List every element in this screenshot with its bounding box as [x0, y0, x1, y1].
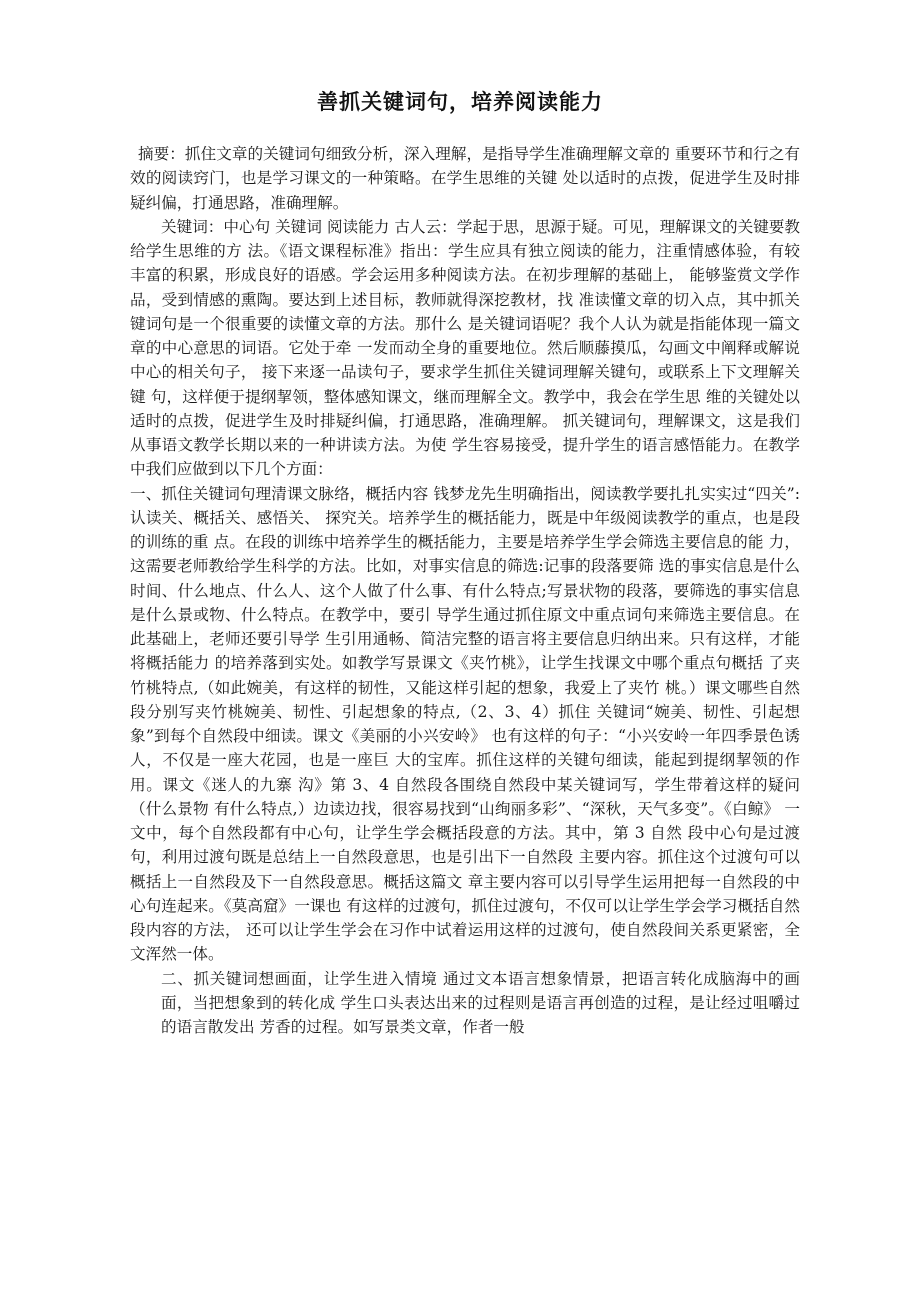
section-1-paragraph: 一、抓住关键词句理清课文脉络，概括内容 钱梦龙先生明确指出，阅读教学要扎扎实实过“四关”:认读关、概括关、感悟关、 探究关。培养学生的概括能力，既是中年级阅读教学的重点，也是段的训练的重 点。在段的训练中培养学生的概括能力，主要是培养学生学会筛选主要信息的能 力，这需要老师教给学生科学的方法。比如，对事实信息的筛选:记事的段落要筛 选的事实信息是什么时间、什么地点、什么人、这个人做了什么事、有什么特点;写景状物的段落，要筛选的事实信息是什么景或物、什么特点。在教学中，要引 导学生通过抓住原文中重点词句来筛选主要信息。在此基础上，老师还要引导学 生引用通畅、简洁完整的语言将主要信息归纳出来。只有这样，才能将概括能力 的培养落到实处。如教学写景课文《夹竹桃》，让学生找课文中哪个重点句概括 了夹竹桃特点,（如此婉美，有这样的韧性，又能这样引起的想象，我爱上了夹竹 桃。）课文哪些自然段分别写夹竹桃婉美、韧性、引起想象的特点,（2、3、4）抓住 关键词“婉美、韧性、引起想象”到每个自然段中细读。课文《美丽的小兴安岭》 也有这样的句子：“小兴安岭一年四季景色诱人，不仅是一座大花园，也是一座巨 大的宝库。抓住这样的关键句细读，能起到提纲挈领的作用。课文《迷人的九寨 沟》第 3、4 自然段各围绕自然段中某关键词写，学生带着这样的疑问（什么景物 有什么特点,）边读边找，很容易找到“山绚丽多彩”、“深秋，天气多变”。《白鲸》 一文中，每个自然段都有中心句，让学生学会概括段意的方法。其中，第 3 自然 段中心句是过渡句，利用过渡句既是总结上一自然段意思，也是引出下一自然段 主要内容。抓住这个过渡句可以概括上一自然段及下一自然段意思。概括这篇文 章主要内容可以引导学生运用把每一自然段的中心句连起来。《莫高窟》一课也 有这样的过渡句，抓住过渡句，不仅可以让学生学会学习概括自然段内容的方法， 还可以让学生学会在习作中试着运用这样的过渡句，使自然段间关系更紧密，全 文浑然一体。 [130, 484, 800, 964]
keywords-paragraph: 关键词：中心句 关键词 阅读能力 古人云：学起于思，思源于疑。可见，理解课文的关键要教给学生思维的方 法。《语文课程标准》指出：学生应具有独立阅读的能力，注重情感体验，有较 丰富的积累，形成良好的语感。学会运用多种阅读方法。在初步理解的基础上， 能够鉴赏文学作品，受到情感的熏陶。要达到上述目标，教师就得深挖教材，找 准读懂文章的切入点，其中抓关键词句是一个很重要的读懂文章的方法。那什么 是关键词语呢？我个人认为就是指能体现一篇文章的中心意思的词语。它处于牵 一发而动全身的重要地位。然后顺藤摸瓜，勾画文中阐释或解说中心的相关句子， 接下来逐一品读句子，要求学生抓住关键词理解关键句，或联系上下文理解关键 句，这样便于提纲挈领，整体感知课文，继而理解全文。教学中，我会在学生思 维的关键处以适时的点拨，促进学生及时排疑纠偏，打通思路，准确理解。 抓关键词句，理解课文，这是我们从事语文教学长期以来的一种讲读方法。为使 学生容易接受，提升学生的语言感悟能力。在教学中我们应做到以下几个方面： [130, 217, 800, 479]
abstract-paragraph: 摘要：抓住文章的关键词句细致分析，深入理解，是指导学生准确理解文章的 重要环节和行之有效的阅读窍门，也是学习课文的一种策略。在学生思维的关键 处以适时的点拨，促进学生及时排疑纠偏，打通思路，准确理解。 [130, 145, 800, 212]
document-title: 善抓关键词句，培养阅读能力 [317, 90, 603, 114]
document-body [130, 142, 800, 1039]
section-2-paragraph: 二、抓关键词想画面，让学生进入情境 通过文本语言想象情景，把语言转化成脑海中的画面，当把想象到的转化成 学生口头表达出来的过程则是语言再创造的过程，是让经过咀嚼过的语言散发出 芳香的过程。如写景类文章，作者一般 [161, 969, 800, 1036]
